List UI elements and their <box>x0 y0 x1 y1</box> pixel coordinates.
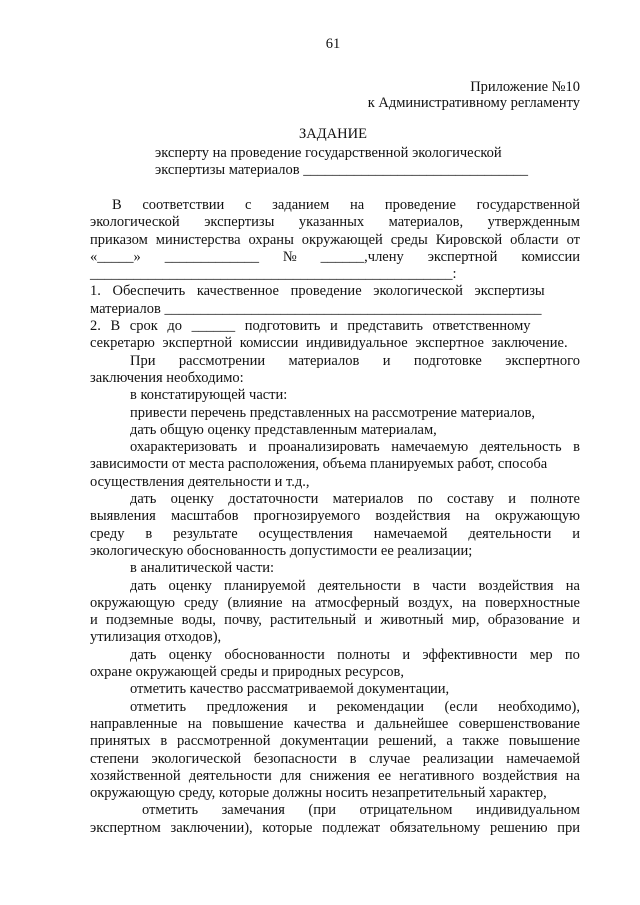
document-subtitle-line: экспертизы материалов _______________________________ <box>155 162 528 178</box>
body-line <box>90 802 580 819</box>
word: деятельности <box>468 525 552 542</box>
word: дать <box>130 491 157 508</box>
word: на <box>349 197 365 213</box>
body-line <box>90 439 580 456</box>
word: дальнейшее <box>374 715 449 732</box>
body-line: осуществления деятельности и т.д., <box>90 473 310 490</box>
word: растительный <box>270 612 357 629</box>
body-line: в аналитической части: <box>130 560 275 577</box>
word: в <box>160 733 168 750</box>
word: среды <box>390 231 428 248</box>
word: случае <box>369 750 411 767</box>
word: министерства <box>155 231 241 248</box>
document-subtitle-line: эксперту на проведение государственной экологической <box>155 145 502 161</box>
word: окружающую <box>495 508 580 525</box>
word: решений, <box>378 733 437 750</box>
word: по <box>564 646 580 663</box>
word: и <box>572 612 580 629</box>
body-line: привести перечень представленных на рассмотрение материалов, <box>130 404 536 421</box>
body-line <box>90 820 580 837</box>
word: животный <box>380 612 444 629</box>
word: и <box>382 352 391 369</box>
body-line <box>90 647 580 664</box>
word: совершенствование <box>458 715 580 732</box>
word: деятельности <box>188 767 272 784</box>
word: рекомендации <box>336 698 425 715</box>
word: почву, <box>224 612 262 629</box>
word: и <box>508 491 517 508</box>
word: среду <box>90 525 125 542</box>
word: заданием <box>272 197 330 213</box>
body-line <box>90 353 580 370</box>
word: материалов, <box>388 214 464 231</box>
body-line: утилизация отходов), <box>90 629 222 646</box>
word: экспертного <box>505 352 580 369</box>
appendix-label: Приложение №10 <box>470 79 580 95</box>
word: хозяйственной <box>90 767 181 784</box>
word: При <box>130 352 156 369</box>
word: (если <box>444 698 478 715</box>
word: области <box>510 231 559 248</box>
word: образование <box>487 612 564 629</box>
word: достаточности <box>228 491 319 508</box>
word: предложения <box>206 698 288 715</box>
word: полноте <box>530 491 580 508</box>
word: воздух, <box>407 594 453 611</box>
word: замечания <box>221 802 285 819</box>
word: дать <box>130 646 157 663</box>
word: направленные <box>90 715 178 732</box>
word: на <box>465 508 480 525</box>
word: окружающей <box>301 231 383 248</box>
word: на <box>291 594 306 611</box>
word: окружающую <box>90 594 175 611</box>
body-line: заключения необходимо: <box>90 369 244 386</box>
word: составу <box>447 491 495 508</box>
word: документации <box>280 733 369 750</box>
word: на <box>461 594 477 611</box>
word: деятельность <box>479 439 562 456</box>
body-line <box>90 768 580 785</box>
word: отметить <box>142 802 199 819</box>
word: и <box>572 525 580 542</box>
word: планируемой <box>224 577 306 594</box>
word: необходимо), <box>498 698 580 715</box>
word: индивидуальном <box>475 802 580 819</box>
body-line: дать общую оценку представленным материалам, <box>130 421 437 438</box>
page-number: 61 <box>325 36 341 52</box>
body-line <box>90 578 580 595</box>
word: атмосферный <box>314 594 399 611</box>
word: воздействия <box>482 767 558 784</box>
word: в <box>573 439 580 456</box>
word: комиссии <box>521 248 580 265</box>
body-line: окружающую среду, которые должны носить незапретительный характер, <box>90 785 547 802</box>
word: подземные <box>105 612 174 629</box>
word: подготовке <box>413 352 482 369</box>
body-line: в констатирующей части: <box>130 387 288 404</box>
body-line: зависимости от места расположения, объема планируемых работ, способа <box>90 456 548 473</box>
word: ее <box>378 767 392 784</box>
word: осуществления <box>258 525 353 542</box>
body-line <box>90 716 580 733</box>
word: мер <box>529 646 553 663</box>
word: воздействия <box>478 577 554 594</box>
word: масштабов <box>170 508 239 525</box>
word: материалов <box>288 352 360 369</box>
word: соответствии <box>142 197 225 213</box>
word: негативного <box>399 767 475 784</box>
word: В <box>112 197 122 213</box>
word: охраны <box>248 231 294 248</box>
body-line <box>90 595 580 612</box>
word: деятельности <box>317 577 401 594</box>
word: степени <box>90 750 139 767</box>
word: а <box>446 733 453 750</box>
body-line <box>90 751 580 768</box>
word: № <box>282 248 297 265</box>
word: безопасности <box>253 750 337 767</box>
word: намечаемой <box>506 750 580 767</box>
word: государственной <box>476 197 580 213</box>
word: экспертной <box>427 248 498 265</box>
word: указанных <box>298 214 365 231</box>
body-line <box>90 733 580 750</box>
word: отрицательном <box>359 802 453 819</box>
word: оценку <box>168 646 212 663</box>
body-line: экологическую обоснованность допустимости ее реализации; <box>90 542 473 559</box>
word: оценку <box>170 491 214 508</box>
word: среду <box>183 594 219 611</box>
body-line <box>90 491 580 508</box>
word: (при <box>308 802 337 819</box>
word: для <box>280 767 302 784</box>
word: дать <box>130 577 157 594</box>
word: экологической <box>151 750 242 767</box>
word: и <box>364 612 373 629</box>
document-title: ЗАДАНИЕ <box>299 126 367 142</box>
word: оценку <box>168 577 212 594</box>
word: на <box>565 577 580 594</box>
document-body <box>90 197 580 837</box>
word: на <box>565 767 580 784</box>
word: части <box>432 577 467 594</box>
word: на <box>187 715 202 732</box>
word: решению <box>489 819 548 836</box>
appendix-regulation: к Административному регламенту <box>367 95 580 111</box>
body-line: охране окружающей среды и природных ресурсов, <box>90 664 404 681</box>
word: и <box>308 698 317 715</box>
word: при <box>557 819 580 836</box>
word: обязательному <box>389 819 481 836</box>
body-line: 2. В срок до ______ подготовить и представить ответственному <box>90 318 531 335</box>
word: с <box>245 197 252 213</box>
word: подлежат <box>322 819 381 836</box>
word: прогнозируемого <box>253 508 361 525</box>
word: полноты <box>337 646 391 663</box>
word: приказом <box>90 231 148 248</box>
word: поверхностные <box>485 594 580 611</box>
word: намечаемую <box>391 439 469 456</box>
body-line <box>90 612 580 629</box>
body-line: материалов ____________________________________________________ <box>90 300 542 317</box>
word: рассмотрении <box>178 352 266 369</box>
word: которые <box>262 819 313 836</box>
word: также <box>462 733 499 750</box>
word: рассмотренной <box>177 733 271 750</box>
body-line <box>90 232 580 249</box>
word: воды, <box>181 612 216 629</box>
word: намечаемой <box>373 525 448 542</box>
word: экспертном <box>90 819 161 836</box>
word: в <box>413 577 420 594</box>
word: качества <box>293 715 347 732</box>
body-line <box>90 526 580 543</box>
body-line: секретарю экспертной комиссии индивидуальное экспертное заключение. <box>90 335 568 352</box>
word: от <box>566 231 580 248</box>
word: снижения <box>309 767 370 784</box>
word: воздействия <box>375 508 451 525</box>
word: Кировской <box>435 231 503 248</box>
word: обоснованности <box>224 646 325 663</box>
word: экологической <box>90 214 180 231</box>
word: и <box>402 646 411 663</box>
body-line: отметить качество рассматриваемой документации, <box>130 681 450 698</box>
word: (влияние <box>227 594 283 611</box>
word: в <box>349 750 357 767</box>
word: повышение <box>508 733 580 750</box>
word: ______,члену <box>320 248 404 265</box>
word: утвержденным <box>487 214 580 231</box>
body-line: __________________________________________________: <box>90 266 457 283</box>
word: заключении), <box>170 819 253 836</box>
body-line: 1. Обеспечить качественное проведение экологической экспертизы <box>90 283 545 300</box>
word: и <box>248 439 257 456</box>
word: и <box>90 612 98 629</box>
word: отметить <box>130 698 187 715</box>
word: принятых <box>90 733 151 750</box>
word: в <box>145 525 153 542</box>
body-line <box>90 197 580 214</box>
body-line <box>90 699 580 716</box>
word: «_____» <box>90 248 141 265</box>
word: проанализировать <box>268 439 380 456</box>
word: повышение <box>212 715 284 732</box>
word: материалов <box>332 491 404 508</box>
word: по <box>417 491 433 508</box>
word: и <box>356 715 365 732</box>
word: экспертизы <box>204 214 275 231</box>
body-line <box>90 214 580 231</box>
word: мир, <box>451 612 480 629</box>
word: проведение <box>384 197 456 213</box>
word: выявления <box>90 508 156 525</box>
word: реализации <box>422 750 494 767</box>
word: охарактеризовать <box>130 439 238 456</box>
body-line <box>90 249 580 266</box>
body-line <box>90 508 580 525</box>
word: результате <box>173 525 238 542</box>
word: эффективности <box>422 646 518 663</box>
word: _____________ <box>164 248 259 265</box>
